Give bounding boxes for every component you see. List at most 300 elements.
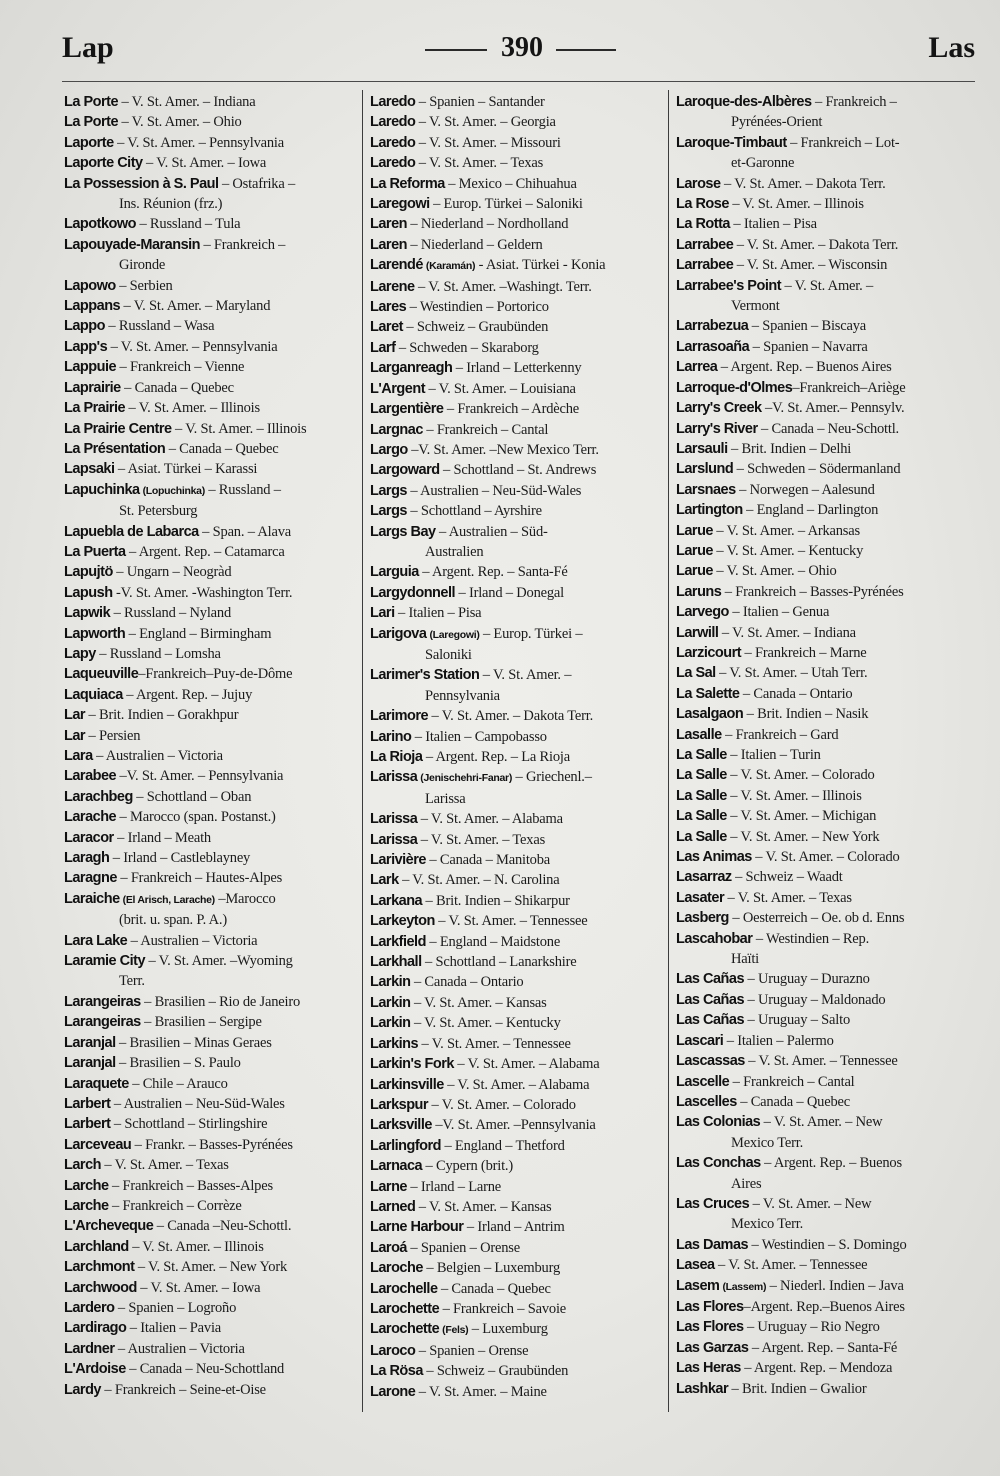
gazetteer-entry: [676, 419, 976, 439]
location-details: – Westindien – Rep.: [752, 930, 870, 947]
place-name: Lardy: [64, 1381, 101, 1398]
place-name: Laragh: [64, 850, 110, 867]
place-name: Lapujtö: [64, 564, 113, 581]
entry-line: [370, 850, 666, 870]
gazetteer-entry: [370, 379, 666, 399]
location-details: -V. St. Amer. -Washington Terr.: [112, 584, 293, 601]
gazetteer-entry: [370, 993, 666, 1013]
location-details: – Canada – Neu-Schottl.: [757, 420, 899, 437]
entry-line: [370, 1115, 666, 1135]
location-details: – Brit. Indien – Delhi: [727, 440, 852, 457]
gazetteer-entry: [370, 1341, 666, 1361]
gazetteer-entry: [64, 705, 360, 725]
entry-line: [370, 255, 666, 276]
entry-line: [370, 1136, 666, 1156]
gazetteer-entry: [370, 235, 666, 255]
gazetteer-entry: [370, 1095, 666, 1115]
place-name: Larche: [64, 1177, 109, 1194]
gazetteer-entry: [676, 1072, 976, 1092]
location-details: – V. St. Amer. – Tennessee: [744, 1053, 898, 1070]
place-name: Lardirago: [64, 1320, 127, 1337]
gazetteer-entry: [64, 644, 360, 664]
location-details: – Frankreich – Vienne: [116, 359, 245, 376]
place-name: Larissa: [370, 769, 418, 786]
entry-line: [64, 1012, 360, 1032]
continuation-line: Pyrénées-Orient: [731, 114, 823, 131]
gazetteer-entry: [64, 1155, 360, 1175]
gazetteer-entry: [370, 1361, 666, 1381]
gazetteer-entry: [64, 214, 360, 234]
entry-line: [64, 398, 360, 418]
place-name: Larrabee: [676, 236, 734, 253]
place-name: Larkins: [370, 1035, 419, 1052]
gazetteer-entry: [64, 931, 360, 951]
location-details: – Ostafrika –: [218, 175, 296, 192]
gazetteer-entry: [676, 276, 976, 317]
entry-line: [64, 1380, 360, 1400]
entry-line: [370, 603, 666, 623]
location-details: – V. St. Amer. – Indiana: [718, 624, 856, 641]
entry-line: [676, 255, 976, 275]
gazetteer-entry: [676, 357, 976, 377]
entry-line: [676, 500, 976, 520]
entry-line: [676, 214, 976, 234]
entry-line: [676, 704, 976, 724]
gazetteer-entry: [64, 522, 360, 542]
entry-line: [64, 1339, 360, 1359]
decorative-rule-left: [425, 49, 487, 51]
gazetteer-entry: [676, 888, 976, 908]
entry-line: [370, 870, 666, 890]
entry-line: [64, 419, 360, 439]
column-3: [676, 92, 976, 1422]
entry-line: [370, 153, 666, 173]
entry-line: [370, 92, 666, 112]
entry-line: [370, 952, 666, 972]
continuation-line: (brit. u. span. P. A.): [119, 912, 227, 929]
entry-line: [370, 522, 666, 542]
place-name: Larendé: [370, 257, 423, 274]
entry-line: [370, 1382, 666, 1402]
location-details: – Cypern (brit.): [422, 1158, 513, 1175]
location-details: – Irland – Donegal: [455, 584, 564, 601]
entry-line: [64, 828, 360, 848]
place-name: Larose: [676, 175, 721, 192]
place-name: Las Heras: [676, 1360, 741, 1377]
entry-line: [676, 908, 976, 928]
entry-line: [370, 1197, 666, 1217]
entry-line: [676, 276, 976, 296]
gazetteer-entry: [676, 847, 976, 867]
place-name: Lappo: [64, 318, 105, 335]
continuation-line: Pennsylvania: [425, 687, 500, 704]
gazetteer-entry: [676, 255, 976, 275]
entry-line: [676, 1112, 976, 1132]
place-name: Larkeyton: [370, 913, 435, 930]
entry-line: [64, 439, 360, 459]
location-details: – Schweden – Södermanland: [733, 461, 901, 478]
gazetteer-entry: [370, 420, 666, 440]
place-name: Las Conchas: [676, 1155, 761, 1172]
place-name: Larkin's Fork: [370, 1056, 454, 1073]
entry-line: [64, 1359, 360, 1379]
gazetteer-entry: [676, 725, 976, 745]
location-details: – Schweiz – Graubünden: [402, 319, 549, 336]
location-details: – Russland – Wasa: [105, 318, 215, 335]
location-details: – Australien – Victoria: [114, 1340, 245, 1357]
alternate-name: (El Arisch, Larache): [122, 893, 215, 906]
location-details: – Schottland – Stirlingshire: [110, 1116, 268, 1133]
location-details: – V. St. Amer. – Maine: [415, 1383, 547, 1400]
entry-line: [64, 214, 360, 234]
entry-line: [676, 439, 976, 459]
location-details: – Italien – Campobasso: [411, 728, 547, 745]
catchword-right: Las: [928, 31, 975, 64]
place-name: Las Cruces: [676, 1195, 750, 1212]
location-details: – Serbien: [115, 277, 173, 294]
gazetteer-entry: [370, 1197, 666, 1217]
gazetteer-entry: [676, 643, 976, 663]
place-name: Larkhall: [370, 954, 422, 971]
location-details: – Frankreich – Basses-Pyrénées: [721, 583, 904, 600]
location-details: – V. St. Amer. – Alabama: [443, 1076, 590, 1093]
gazetteer-entry: [64, 848, 360, 868]
gazetteer-entry: [370, 1299, 666, 1319]
location-details: – Frankreich – Basses-Alpes: [108, 1177, 273, 1194]
place-name: La Puerta: [64, 543, 126, 560]
gazetteer-entry: [370, 255, 666, 276]
gazetteer-entry: [370, 1054, 666, 1074]
entry-line: [64, 235, 360, 255]
location-details: – V. St. Amer. – Kentucky: [410, 1015, 561, 1032]
gazetteer-entry: [676, 827, 976, 847]
entry-line: [676, 623, 976, 643]
location-details: – V. St. Amer. – Kentucky: [713, 542, 864, 559]
gazetteer-entry: [64, 378, 360, 398]
entry-line: [676, 847, 976, 867]
gazetteer-entry: [676, 1010, 976, 1030]
gazetteer-entry: [370, 1177, 666, 1197]
entry-line: [64, 868, 360, 888]
gazetteer-entry: [64, 1318, 360, 1338]
gazetteer-entry: [64, 1196, 360, 1216]
gazetteer-entry: [64, 1359, 360, 1379]
entry-line: [676, 1358, 976, 1378]
gazetteer-entry: [370, 399, 666, 419]
gazetteer-entry: [64, 562, 360, 582]
location-details: – Schweiz – Graubünden: [422, 1363, 569, 1380]
entry-line: [64, 951, 360, 971]
location-details: – Niederland – Geldern: [407, 236, 543, 253]
gazetteer-entry: [370, 911, 666, 931]
gazetteer-entry: [676, 1112, 976, 1153]
location-details: – Brit. Indien – Gwalior: [728, 1380, 867, 1397]
gazetteer-entry: [370, 767, 666, 809]
entry-line: [64, 848, 360, 868]
entry-line: [370, 1217, 666, 1237]
alternate-name: (Jenischehri-Fanar): [420, 772, 513, 785]
place-name: Lapp's: [64, 338, 108, 355]
location-details: – Uruguay – Durazno: [744, 971, 870, 988]
gazetteer-entry: [676, 582, 976, 602]
location-details: – Russland – Nyland: [110, 605, 232, 622]
entry-line: [370, 911, 666, 931]
entry-line: [64, 1114, 360, 1134]
place-name: Laramie City: [64, 953, 146, 970]
entry-line: [676, 194, 976, 214]
location-details: – Argent. Rep. – Santa-Fé: [748, 1339, 898, 1356]
entry-line: [64, 276, 360, 296]
running-header: [0, 0, 1000, 84]
place-name: Larrabee: [676, 257, 734, 274]
entry-line: [370, 399, 666, 419]
entry-line: [370, 624, 666, 645]
place-name: Larlingford: [370, 1137, 442, 1154]
gazetteer-entry: [676, 214, 976, 234]
location-details: – Uruguay – Salto: [744, 1012, 850, 1029]
place-name: Lar: [64, 707, 86, 724]
entry-line: [64, 644, 360, 664]
entry-line: [370, 194, 666, 214]
gazetteer-entry: [64, 583, 360, 603]
entry-line: [64, 1196, 360, 1216]
location-details: – Russland –: [204, 481, 281, 498]
gazetteer-entry: [64, 153, 360, 173]
location-details: – Frankreich – Corrèze: [108, 1197, 242, 1214]
gazetteer-entry: [370, 338, 666, 358]
gazetteer-entry: [676, 1297, 976, 1317]
place-name: La Salle: [676, 767, 727, 784]
gazetteer-entry: [676, 806, 976, 826]
place-name: Las Flores: [676, 1298, 744, 1315]
location-details: – Canada – Quebec: [165, 440, 279, 457]
gazetteer-entry: [64, 1298, 360, 1318]
gazetteer-entry: [676, 500, 976, 520]
gazetteer-entry: [64, 1033, 360, 1053]
gazetteer-entry: [370, 440, 666, 460]
location-details: – V. St. Amer. –: [781, 277, 873, 294]
entry-line: [676, 92, 976, 112]
entry-line: [64, 1298, 360, 1318]
place-name: Larue: [676, 542, 713, 559]
place-name: Larry's Creek: [676, 400, 762, 417]
place-name: Largydonnell: [370, 584, 456, 601]
entry-line: [370, 1361, 666, 1381]
place-name: Larne Harbour: [370, 1219, 464, 1236]
gazetteer-entry: [64, 542, 360, 562]
place-name: Larabee: [64, 768, 117, 785]
location-details: – V. St. Amer. – Louisiana: [425, 380, 576, 397]
place-name: Larue: [676, 563, 713, 580]
entry-line: [676, 1255, 976, 1275]
location-details: – Frankreich – Gard: [721, 726, 839, 743]
entry-line: [64, 153, 360, 173]
location-details: – Schottland – Lanarkshire: [421, 954, 577, 971]
place-name: Largs Bay: [370, 523, 436, 540]
location-details: – Marocco (span. Postanst.): [116, 809, 276, 826]
location-details: – Italien – Pavia: [126, 1320, 222, 1337]
place-name: Laredo: [370, 94, 416, 110]
place-name: Lascelles: [676, 1093, 737, 1110]
location-details: – Frankreich – Cantal: [729, 1073, 855, 1090]
location-details: – V. St. Amer. – Dakota Terr.: [720, 175, 886, 192]
place-name: Lappans: [64, 298, 121, 315]
place-name: Laroco: [370, 1342, 416, 1359]
location-details: – Irland – Meath: [113, 829, 211, 846]
gazetteer-entry: [64, 174, 360, 215]
place-name: Larkfield: [370, 933, 426, 950]
place-name: La Prairie Centre: [64, 420, 172, 437]
entry-line: [676, 521, 976, 541]
place-name: Larf: [370, 339, 396, 356]
location-details: – Frankreich – Savoie: [439, 1300, 567, 1317]
entry-line: [370, 297, 666, 317]
location-details: – Brasilien – Sergipe: [140, 1014, 262, 1031]
entry-line: [370, 277, 666, 297]
place-name: Lapuchinka: [64, 481, 140, 498]
place-name: Lasalgaon: [676, 706, 744, 723]
entry-line: [64, 1176, 360, 1196]
location-details: – V. St. Amer. – Colorado: [726, 767, 875, 784]
location-details: – Irland – Letterkenny: [452, 360, 582, 377]
gazetteer-entry: [676, 1051, 976, 1071]
location-details: – V. St. Amer. – Texas: [415, 155, 544, 172]
entry-line: [370, 440, 666, 460]
gazetteer-entry: [370, 891, 666, 911]
location-details: – V. St. Amer. – Alabama: [453, 1056, 600, 1073]
gazetteer-entry: [370, 481, 666, 501]
place-name: Larivière: [370, 852, 426, 869]
location-details: – Italien – Pisa: [394, 605, 482, 622]
place-name: La Salle: [676, 747, 727, 763]
alternate-name: (Fels): [442, 1324, 469, 1337]
gazetteer-entry: [64, 480, 360, 522]
location-details: – V. St. Amer. – New York: [726, 828, 880, 845]
entry-line: [64, 624, 360, 644]
place-name: Lapotkowo: [64, 216, 137, 233]
location-details: – Spanien – Santander: [415, 94, 545, 110]
location-details: – Australien – Victoria: [127, 932, 258, 949]
location-details: – Persien: [85, 727, 141, 744]
place-name: Largs: [370, 482, 407, 499]
gazetteer-entry: [64, 828, 360, 848]
place-name: Laredo: [370, 134, 416, 151]
place-name: Laroche: [370, 1260, 423, 1277]
entry-line: [64, 112, 360, 132]
location-details: – Brit. Indien – Nasik: [743, 706, 869, 723]
gazetteer-entry: [676, 786, 976, 806]
entry-line: [64, 1278, 360, 1298]
entry-line: [676, 745, 976, 765]
entry-line: [676, 765, 976, 785]
entry-line: [64, 522, 360, 542]
location-details: – V. St. Amer. – Michigan: [726, 808, 877, 825]
place-name: La Salle: [676, 808, 727, 825]
column-2: [370, 92, 666, 1422]
entry-line: [370, 1156, 666, 1176]
gazetteer-entry: [64, 276, 360, 296]
entry-line: [676, 1297, 976, 1317]
page-number: 390: [501, 32, 543, 63]
gazetteer-entry: [370, 358, 666, 378]
location-details: – Canada – Quebec: [120, 379, 234, 396]
place-name: Lascelle: [676, 1073, 730, 1090]
place-name: Las Garzas: [676, 1339, 749, 1356]
place-name: Lardner: [64, 1340, 115, 1357]
location-details: – Frankreich –: [811, 94, 897, 110]
location-details: – Argent. Rep. – Catamarca: [125, 543, 285, 560]
entry-line: [370, 338, 666, 358]
entry-line: [676, 1338, 976, 1358]
location-details: – V. St. Amer. – Pennsylvania: [107, 338, 278, 355]
gazetteer-entry: [64, 766, 360, 786]
entry-line: [676, 663, 976, 683]
gazetteer-entry: [676, 235, 976, 255]
gazetteer-entry: [676, 663, 976, 683]
gazetteer-entry: [64, 787, 360, 807]
gazetteer-entry: [64, 603, 360, 623]
location-details: – England – Thetford: [441, 1137, 565, 1154]
entry-line: [64, 1135, 360, 1155]
location-details: – Belgien – Luxemburg: [422, 1260, 561, 1277]
location-details: – V. St. Amer. – Dakota Terr.: [733, 236, 899, 253]
place-name: Laquiaca: [64, 686, 123, 703]
location-details: – Mexico – Chihuahua: [444, 175, 577, 192]
gazetteer-entry: [370, 603, 666, 623]
gazetteer-entry: [64, 1339, 360, 1359]
place-name: Larne: [370, 1178, 407, 1195]
place-name: La Salette: [676, 685, 740, 702]
place-name: La Porte: [64, 94, 119, 110]
location-details: – Griechenl.–: [512, 769, 592, 786]
gazetteer-entry: [64, 1380, 360, 1400]
location-details: – England – Darlington: [742, 502, 879, 519]
entry-line: [64, 459, 360, 479]
place-name: Laredo: [370, 114, 416, 131]
gazetteer-entry: [64, 624, 360, 644]
place-name: Laporte: [64, 134, 114, 151]
entry-line: [64, 1094, 360, 1114]
location-details: – Ungarn – Neogràd: [112, 564, 232, 581]
place-name: Largnac: [370, 421, 423, 438]
continuation-line: Haïti: [731, 951, 759, 968]
place-name: Lardero: [64, 1299, 115, 1316]
place-name: Las Cañas: [676, 971, 745, 988]
place-name: Lapwik: [64, 605, 111, 622]
entry-line: [676, 725, 976, 745]
location-details: – Europ. Türkei – Saloniki: [429, 196, 583, 213]
location-details: – Russland – Tula: [136, 216, 241, 233]
place-name: L'Archeveque: [64, 1218, 154, 1235]
place-name: Lasem: [676, 1277, 720, 1294]
gazetteer-entry: [64, 992, 360, 1012]
place-name: La Salle: [676, 828, 727, 845]
location-details: – Canada – Ontario: [410, 974, 524, 991]
gazetteer-entry: [370, 870, 666, 890]
place-name: Larachbeg: [64, 788, 133, 805]
entry-line: [676, 357, 976, 377]
location-details: – V. St. Amer. – Kansas: [410, 994, 547, 1011]
gazetteer-entry: [370, 583, 666, 603]
place-name: Laren: [370, 216, 407, 233]
entry-line: [676, 133, 976, 153]
gazetteer-entry: [370, 809, 666, 829]
place-name: Larwill: [676, 624, 719, 641]
place-name: L'Ardoise: [64, 1361, 126, 1378]
entry-line: [64, 133, 360, 153]
place-name: Larkspur: [370, 1096, 429, 1113]
entry-line: [370, 133, 666, 153]
